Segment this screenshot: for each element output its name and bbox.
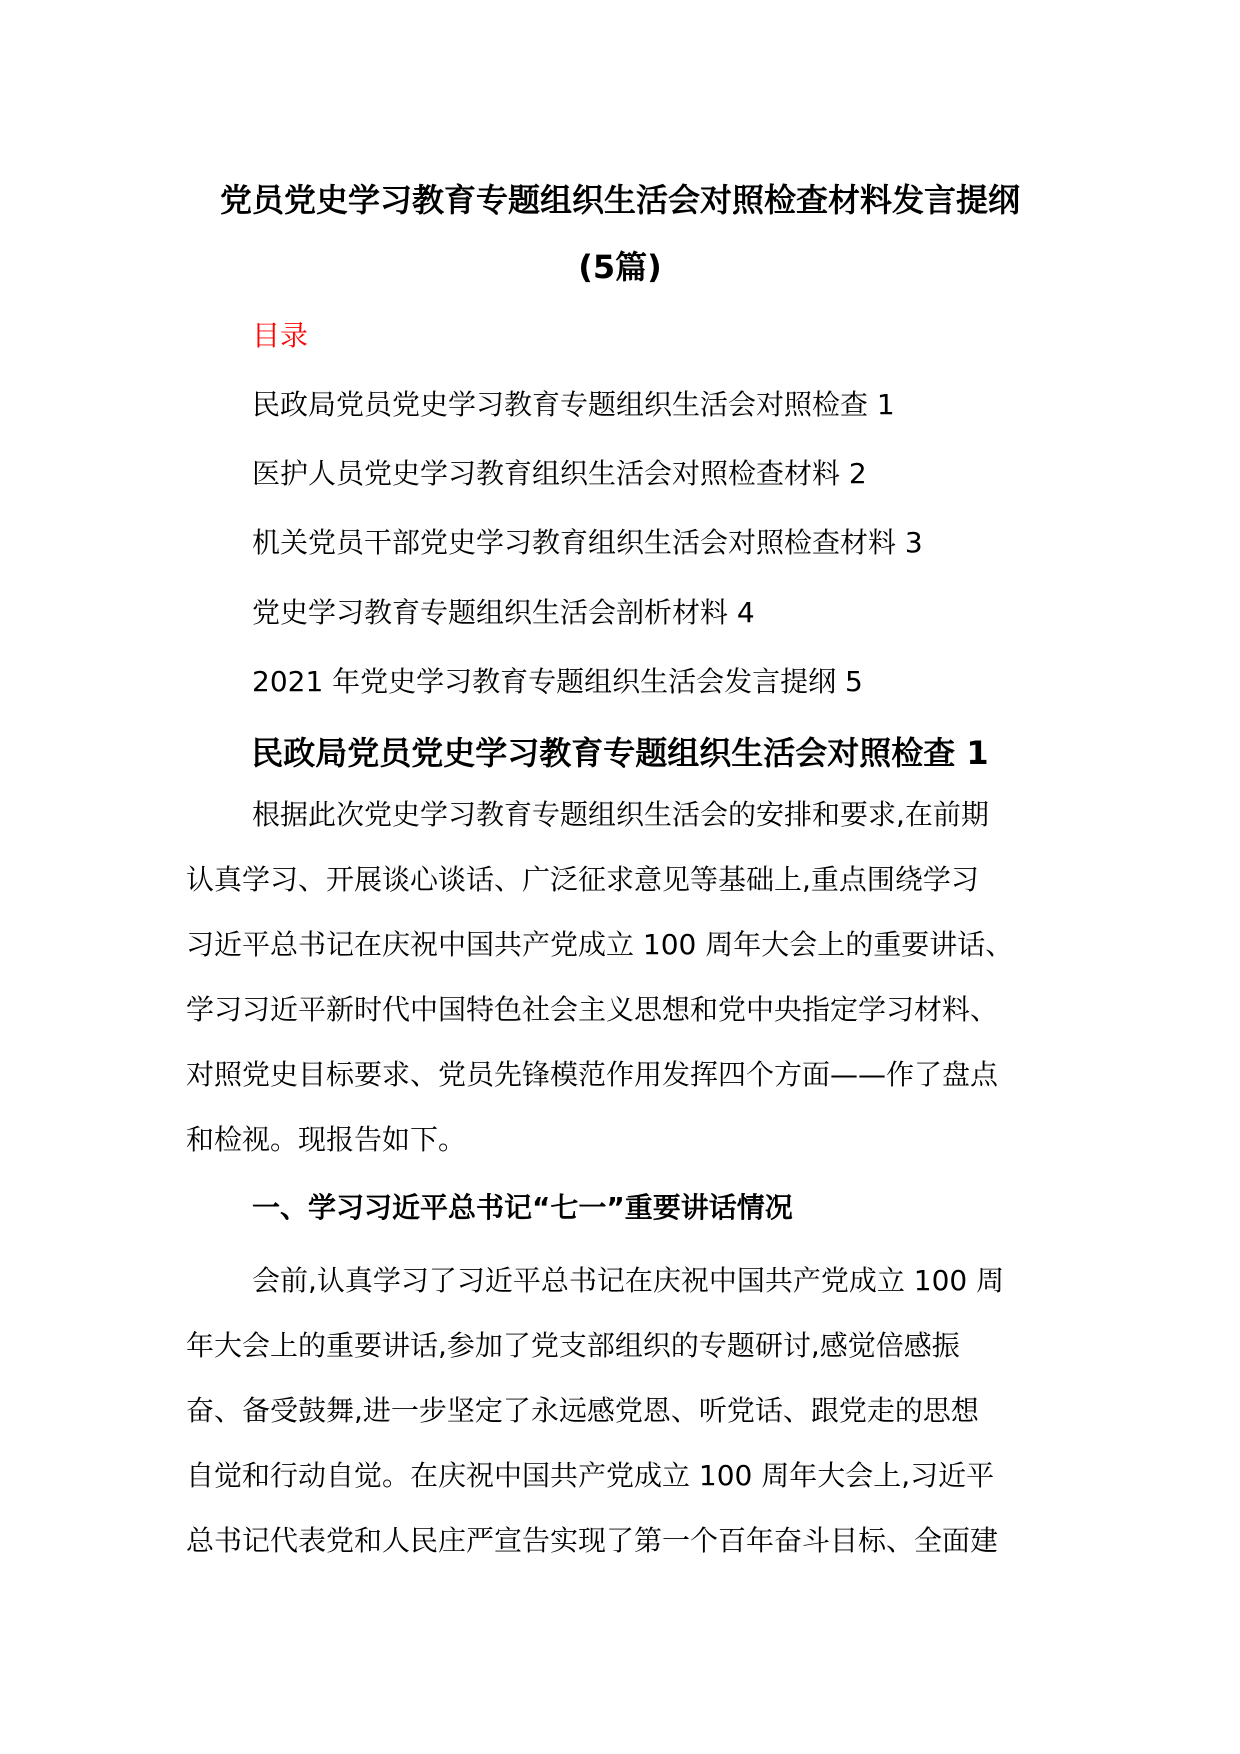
paragraph-2 xyxy=(186,1248,1066,1573)
document-title-line-2: (5篇) xyxy=(578,248,662,286)
subheading-1: 一、学习习近平总书记“七一”重要讲话情况 xyxy=(252,1191,793,1224)
paragraph-2-line: 总书记代表党和人民庄严宣告实现了第一个百年奋斗目标、全面建 xyxy=(186,1524,999,1557)
paragraph-2-line: 会前,认真学习了习近平总书记在庆祝中国共产党成立 100 周 xyxy=(252,1264,1005,1297)
toc-item-5[interactable]: 2021 年党史学习教育专题组织生活会发言提纲 5 xyxy=(252,665,863,698)
paragraph-1-line: 习近平总书记在庆祝中国共产党成立 100 周年大会上的重要讲话、 xyxy=(186,928,1014,961)
paragraph-2-line: 奋、备受鼓舞,进一步坚定了永远感党恩、听党话、跟党走的思想 xyxy=(186,1394,979,1427)
paragraph-1-line: 学习习近平新时代中国特色社会主义思想和党中央指定学习材料、 xyxy=(186,993,999,1026)
section-title: 民政局党员党史学习教育专题组织生活会对照检查 1 xyxy=(251,734,989,772)
toc-item-1[interactable]: 民政局党员党史学习教育专题组织生活会对照检查 1 xyxy=(252,388,895,421)
toc-item-3[interactable]: 机关党员干部党史学习教育组织生活会对照检查材料 3 xyxy=(252,526,923,559)
paragraph-2-line: 自觉和行动自觉。在庆祝中国共产党成立 100 周年大会上,习近平 xyxy=(186,1459,995,1492)
document-title-line-1: 党员党史学习教育专题组织生活会对照检查材料发言提纲 xyxy=(219,181,1020,219)
paragraph-2-line: 年大会上的重要讲话,参加了党支部组织的专题研讨,感觉倍感振 xyxy=(186,1329,960,1362)
toc-item-4[interactable]: 党史学习教育专题组织生活会剖析材料 4 xyxy=(252,596,755,629)
paragraph-1-line: 和检视。现报告如下。 xyxy=(186,1123,467,1156)
paragraph-1-line: 根据此次党史学习教育专题组织生活会的安排和要求,在前期 xyxy=(252,798,989,831)
paragraph-1-line: 对照党史目标要求、党员先锋模范作用发挥四个方面——作了盘点 xyxy=(186,1058,999,1091)
toc-heading: 目录 xyxy=(252,319,309,352)
paragraph-1 xyxy=(186,782,1066,1172)
toc-item-2[interactable]: 医护人员党史学习教育组织生活会对照检查材料 2 xyxy=(252,457,867,490)
paragraph-1-line: 认真学习、开展谈心谈话、广泛征求意见等基础上,重点围绕学习 xyxy=(186,863,979,896)
